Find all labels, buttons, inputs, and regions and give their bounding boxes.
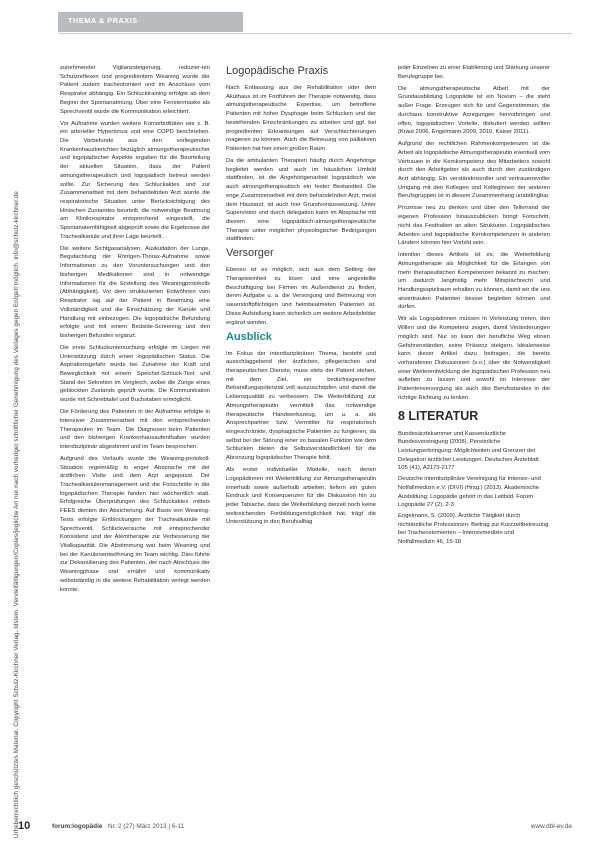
column-left: [60, 64, 210, 598]
paragraph: zunehmender Vigilanzsteigerung, reduzier-ten Schutzreflexen und progredientem Weaning wurde der Patient zudem tracheotomiert und im Anschluss vom Respirator abhängig. Ein Schlucktraining erfolgte ab dem Beginn der Spontanatmung. Über eine Fenstermaske als Sprechventil wurde die Kommunikation erleichtert.: [60, 65, 210, 115]
section-label: THEMA & PRAXIS: [68, 16, 138, 25]
column-middle: [226, 65, 376, 530]
reference-item: Deutsche interdisziplinäre Vereinigung für Intensiv- und Notfallmedizin e.V. (DIVI) (Hrsg.) (2013). Akademische Ausbildung: Logopädie gehört in das Leitbild. Forum Logopädie 27 (2), 2-3: [398, 476, 541, 509]
issue-info: Nr. 2 (27) März 2013 | 6-11: [108, 823, 185, 830]
paragraph: Intention dieses Artikels ist es, die Weiterbildung Atmungstherapie als Möglichkeit für die Erlangen von mehr therapeutischen Kompetenzen bekannt zu machen, um dadurch langfristig mehr Mitsprachrecht und Handlungsspielraum erhalten zu können, damit wir die uns anvertrauten Patienten besser begleiten können und dürfen.: [398, 252, 550, 311]
column-right: [398, 64, 550, 549]
reference-list: [398, 430, 550, 547]
paragraph: Aufgrund des Verlaufs wurde die Weaning-protokoll-Situation regelmäßig in enger Absprache mit der ärztlichen Visite und dem Arzt angepasst. Der Trachealkanülenmanagement und die Fortschritte in der logopädischen Therapie fanden hier wöchentlich statt. Erfolgreiche Überprüfungen des Schluckaktes mittels FEES dienten der Absicherung. Auf Basis von Weaning-Tests erfolgte Entblockungen der Trachealkanüle mit Sprechventil, Schluckversuche mit entsprechender Konsistenz und der Atemtherapie zur Verbesserung der Vitalkapazität. Die Abstimmung war beim Weaning und bei der Kanülenentwöhnung im Team wichtig. Dies führte zur Dekanülierung des Patienten, der nach Abschluss der Weaningphase oral ernährt und kommunikativ selbstständig in die weitere Rehabilitation verlegt werden konnte.: [60, 455, 210, 593]
reference-item: Bundesärztekammer und Kassenärztliche Bundesvereinigung (2008). Persönliche Leistungserbringung: Möglichkeiten und Grenzen der Delegation ärztlicher Leistungen. Deutsches Ärzteblatt 105 (41), A2173-2177: [398, 430, 539, 472]
paragraph: Vor Aufnahme wurden weitere Komorbiditäten wie z. B. ein arterieller Hypertonus und eine COPD beschrieben. Die Vorbefunde aus den vorliegenden Krankenhausberichten bezüglich atmungstherapeutischer und logopädischer Aspekte ergaben für die Beurteilung der aktuellen Situation, dass der Patient atmungstherapeutisch und logopädisch betreut werden sollte. Zur Sicherung des Schluckaktes und zur Zusammenarbeit mit dem behandelnden Arzt wurde die respiratorische Situation unter Berücksichtigung des klinischen Zustandes beurteilt, die notwendige Beatmung am Klinikrespirator entsprechend eingestellt, die Spontanatemfähigkeit abgeprüft sowie die Ergebnisse der Trachealkanüle und ihrer Lage beurteilt.: [60, 120, 210, 240]
page-number: 10: [18, 820, 31, 832]
paragraph: Nach Entlassung aus der Rehabilitation oder dem Akuthaus ist im Fortführen der Therapie notwendig, dass atmungstherapeutische Expertise, um betroffene Patienten mit hoher Dysphagie beim Schlucken und der bestehenden Einschränkungen zu arbeiten und ggf. bei progredienten Erkrankungen auf Verschlechterungen reagieren zu können. Auch die Betreuung von palliativen Patienten hat hier einen großen Raum.: [226, 85, 376, 153]
paragraph: Wir als Logopädinnen müssen in Vorleistung treten, den Willen und die Kompetenz zeigen, damit Veränderungen möglich sind. Nur so kann der berufliche Weg ebnen Gefahrenständen, seine Präsenz steigern. Idealerweise kann dieser Artikel dazu beitragen, die bereits vorhandenen Diskussionen (s.o.) über die Notwendigkeit einer Weiterentwicklung der logopädischen Profession neu aufleben zu lassen und sowohl im Interesse der Patientenversorgung als auch des Berufsstandes in die richtige Richtung zu lenken.: [398, 316, 550, 401]
copyright-margin: [2, 32, 20, 844]
paragraph: Die Förderung des Patienten in der Aufnahme erfolgte in intensiver Zusammenarbeit mit den entsprechenden Therapeuten im Team. Die Diagnosen beim Patienten und den bisherigen Krankenhausaufenthalten wurden interdisziplinär abgestimmt und im Team besprochen.: [60, 409, 210, 450]
journal-name: forum:logopädie: [52, 823, 103, 830]
paragraph: Prozesse neu zu denken und über den Tellerrand der eigenen Profession hinauszublicken bringt Fortschritt, nicht das Festhalten an alten Strukturen. Logopädisches Arbeiten und logopädische Kernkompetenzen in anderen Ländern können hier Vorbild sein.: [398, 205, 550, 247]
copyright-text: Urheberrechtlich geschütztes Material. Copyright Schulz-Kirchner Verlag. Idstein. Vervielfältigungen/Copies/jegliche Art nur nach vorheriger schriftlicher Genehmigung des Verlages gegen Entgelt möglich. info@schulz-kirchner.de: [13, 191, 20, 838]
paragraph: jeder Einzelnen zu einer Etablierung und Stärkung unserer Berufsgruppe bei.: [398, 65, 550, 80]
heading-practice: Logopädische Praxis: [226, 65, 329, 77]
paragraph: Ebenso ist es möglich, sich aus dem Setting der Therapieeinheit zu lösen und eine angestellte Beschäftigung bei Firmen im Außendienst zu finden, deren Aufgabe u. a. die Versorgung und Betreuung von sauerstoffpflichtigen und heimbeatmeten Patienten ist. Diese Aufstellung kann sicherlich um weitere Arbeitsfelder ergänzt werden.: [226, 267, 376, 326]
paragraph: Als erster individueller Modelle, nach denen Logopädinnen mit Weiterbildung zur Atmungstherapeutin innerhalb sowie außerhalb arbeiten, liefern ein guten Eindruck und Konsequenzen für die Diskussion hin zu jeder Tatsache, dass die Weiterbildung derzeit noch keine weitreichenden Fortbildungsmöglichkeit hat, trägt die Unterstützung in den Berufsalltag: [226, 467, 376, 526]
header-rule: [58, 33, 572, 34]
paragraph: Da die ambulanten Therapien häufig durch Angehörige begleitet werden und auch im häuslichen Umfeld stattfinden, ist die Angehörigenarbeit logopädisch wie auch atmungstherapeutisch ein fester Bestandteil. Die enge Zusammenarbeit mit dem behandelnden Arzt, meist dem Hausarzt, ist auch hier Grundvoraussetzung. Unter Supervision und durch delegation kann im Absprache mit diesem eine logopädisch-atmungstherapeutische Therapie unter möglicher physiologischer Bedingungen stattfinden.: [226, 157, 376, 243]
paragraph: Die weitere Sichtgasanalysen, Auskultation der Lunge, Begutachtung der Röntgen-Thorax-Aufnahme sowie Informationen zu den Voruntersuchungen und den bisherigen Medikationen sind in notwendige Informationen für die Erstellung des Weaningprotokolls (Abhängigkeit). Vor dem strukturierten Entwöhnen vom Respirator lag auf der Patient in Beatmung eine Vollständigkeit und die Einschätzung der Kanüle und Handlung mit einbezogen. Die logopädische Befundung erfolgte und mit einem Bedside-Screening und den bisherigen Befunden ergänzt.: [60, 245, 210, 339]
heading-supplier: Versorger: [226, 247, 274, 260]
heading-outlook: Ausblick: [226, 330, 272, 343]
heading-literature: 8 LITERATUR: [398, 408, 479, 423]
paragraph: Die erste Schluckuntersuchung erfolgte im Liegen mit Unterstützung durch einen logopädischen Status. Die Aspirationsgefahr wurde bei Zunahme der Kraft und Beweglichkeit mit einem Speichel-Schluck-Test und Stand der Sekretion im Vergleich, wobei die Zunge eines geblockten Zustands geprüft wurde. Die Kommunikation wurde mit Schreibtafel und Buchstaben ermöglicht.: [60, 344, 210, 404]
footer-url[interactable]: www.dbl-ev.de: [530, 823, 572, 830]
reference-item: Engelmann, S. (2009). Ärztliche Tätigkeit durch nichtärztliche Professionen: Beitrag zur Kurzzeitbetreuung bei Tracheostomierten – Intensivmedizin und Notfallmedizin 46, 15-18: [398, 513, 549, 546]
page-footer: [10, 822, 572, 836]
paragraph: Im Fokus der interdisziplinären Thema, besteht und ausschlaggebend der ärztlichen, pflegerischen und therapeutischen Dienste, muss stets der Patient stehen, mit dem Ziel, ein bedürfnisgerechter Behandlungspotenzial voll auszuschöpfen und damit die Lebensqualität zu verbessern. Die Weiterbildung zur Atmungstherapeutin vermittelt das notwendige therapeutische Handwerkszeug, um u. a. als Ansprechpartner bzw. Vermittler für respiratorisch eingeschränkte, dysphagische Patienten zu fungieren, da selbst bei der Störung einer so basalen Funktion wie dem Schlucken bieten die Selbstverständlichkeit für die Abrenzung logopädischer Therapie fehlt.: [226, 350, 376, 462]
paragraph: Die atmungstherapeutische Arbeit mit der Grundausbildung Logopädie ist ein Novum – die steht außer Frage. Erzeugen sich für und Gegenstimmen, die durchaus konstruktive Anregungen hervorbringen und offen, logopädischen Vorteile, diskutiert werden sollten (Kraut 2006, Engelmann 2009, 2010, Kaiser 2011).: [398, 85, 550, 136]
paragraph: Aufgrund der rechtlichen Rahmenkompetenzen ist die Arbeit als logopädische Atmungstherapeutin eventuell vom Vertrauen in die Kernkompetenz des Mitarbeiters sowohl durch den Arbeitgeber als auch durch den zuständigen Arzt abhängig. Ein verständnisvoller und vertrauensvoller Umgang mit den Kollegen und Kolleginnen der anderen Berufsgruppen ist in diesem Zusammenhang unabdingbar.: [398, 141, 550, 200]
